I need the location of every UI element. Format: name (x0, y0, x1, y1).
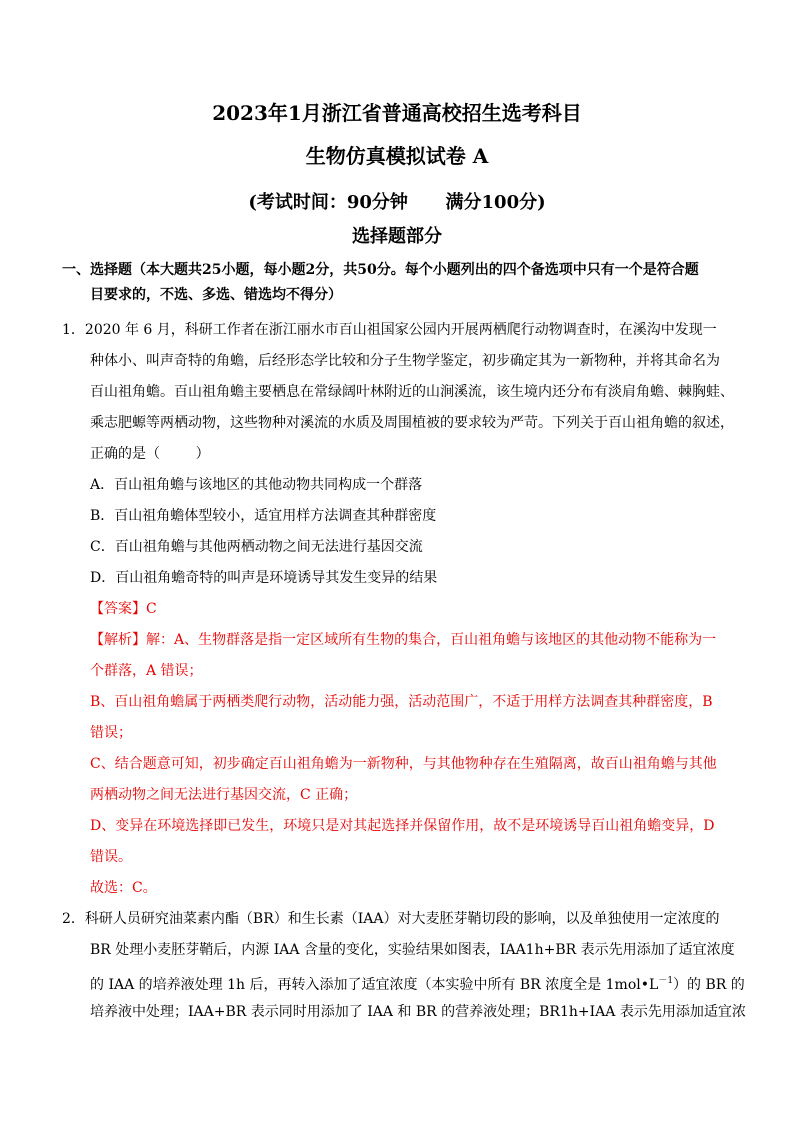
q2-stem-line (90, 971, 745, 995)
q2-stem-line: 培养液中处理；IAA+BR 表示同时用添加了 IAA 和 BR 的营养液处理；BR1h+IAA 表示先用添加适宜浓 (90, 1004, 746, 1020)
exam-subtitle: 生物仿真模拟试卷 A (305, 144, 489, 168)
q1-analysis-line: 错误； (90, 725, 132, 741)
exam-title: 2023年1月浙江省普通高校招生选考科目 (212, 101, 582, 125)
q1-stem-line: 种体小、叫声奇特的角蟾，后经形态学比较和分子生物学鉴定，初步确定其为一新物种，并将其命名为 (90, 353, 720, 369)
q1-analysis-line: 个群落，A 错误； (90, 663, 203, 679)
q1-option-d: D．百山祖角蟾奇特的叫声是环境诱导其发生变异的结果 (90, 570, 438, 586)
q1-analysis-line: 【解析】解：A、生物群落是指一定区域所有生物的集合，百山祖角蟾与该地区的其他动物不能称为一 (90, 632, 717, 648)
q2-line3-pre: 的 IAA 的培养液处理 1h 后，再转入添加了适宜浓度（本实验中所有 BR 浓度全是 1mol•L (90, 977, 659, 993)
exam-info: (考试时间：90分钟 满分100分) (248, 192, 546, 213)
section-heading-line1: 一、选择题（本大题共25小题，每小题2分，共50分。每个小题列出的四个备选项中只有一个是符合题 (62, 262, 699, 278)
q1-stem-line: 正确的是（ ） (90, 446, 210, 462)
q2-line3-exponent: －1 (658, 976, 674, 986)
q1-option-c: C．百山祖角蟾与其他两栖动物之间无法进行基因交流 (90, 539, 423, 555)
q1-analysis-line: D、变异在环境选择即已发生，环境只是对其起选择并保留作用，故不是环境诱导百山祖角蟾变异，D (90, 818, 715, 834)
q1-analysis-line: C、结合题意可知，初步确定百山祖角蟾为一新物种，与其他物种存在生殖隔离，故百山祖角蟾与其他 (90, 756, 717, 772)
q1-stem-line: 百山祖角蟾。百山祖角蟾主要栖息在常绿阔叶林附近的山涧溪流，该生境内还分布有淡肩角蟾、棘胸蛙、 (90, 384, 734, 400)
q2-line3-post: ）的 BR 的 (673, 977, 745, 993)
q1-option-a: A．百山祖角蟾与该地区的其他动物共同构成一个群落 (90, 477, 423, 493)
part-title: 选择题部分 (352, 226, 442, 247)
q2-stem-line: BR 处理小麦胚芽鞘后，内源 IAA 含量的变化，实验结果如图表，IAA1h+BR 表示先用添加了适宜浓度 (90, 942, 735, 958)
q1-option-b: B．百山祖角蟾体型较小，适宜用样方法调查其种群密度 (90, 508, 437, 524)
q1-stem-line: 1．2020 年 6 月，科研工作者在浙江丽水市百山祖国家公园内开展两栖爬行动物调查时，在溪沟中发现一 (62, 322, 717, 338)
q1-stem-line: 乘志肥螈等两栖动物，这些物种对溪流的水质及周围植被的要求较为严苛。下列关于百山祖角蟾的叙述， (90, 415, 734, 431)
q1-analysis-line: B、百山祖角蟾属于两栖类爬行动物，活动能力强，活动范围广，不适于用样方法调查其种群密度，B (90, 694, 713, 710)
section-heading-line2: 目要求的，不选、多选、错选均不得分） (90, 287, 342, 303)
q1-analysis-line: 错误。 (90, 849, 132, 865)
q2-stem-line: 2．科研人员研究油菜素内酯（BR）和生长素（IAA）对大麦胚芽鞘切段的影响，以及单独使用一定浓度的 (62, 911, 720, 927)
q1-analysis-line: 故选：C。 (90, 880, 157, 896)
q1-analysis-line: 两栖动物之间无法进行基因交流，C 正确； (90, 787, 358, 803)
q1-answer: 【答案】C (90, 601, 157, 617)
